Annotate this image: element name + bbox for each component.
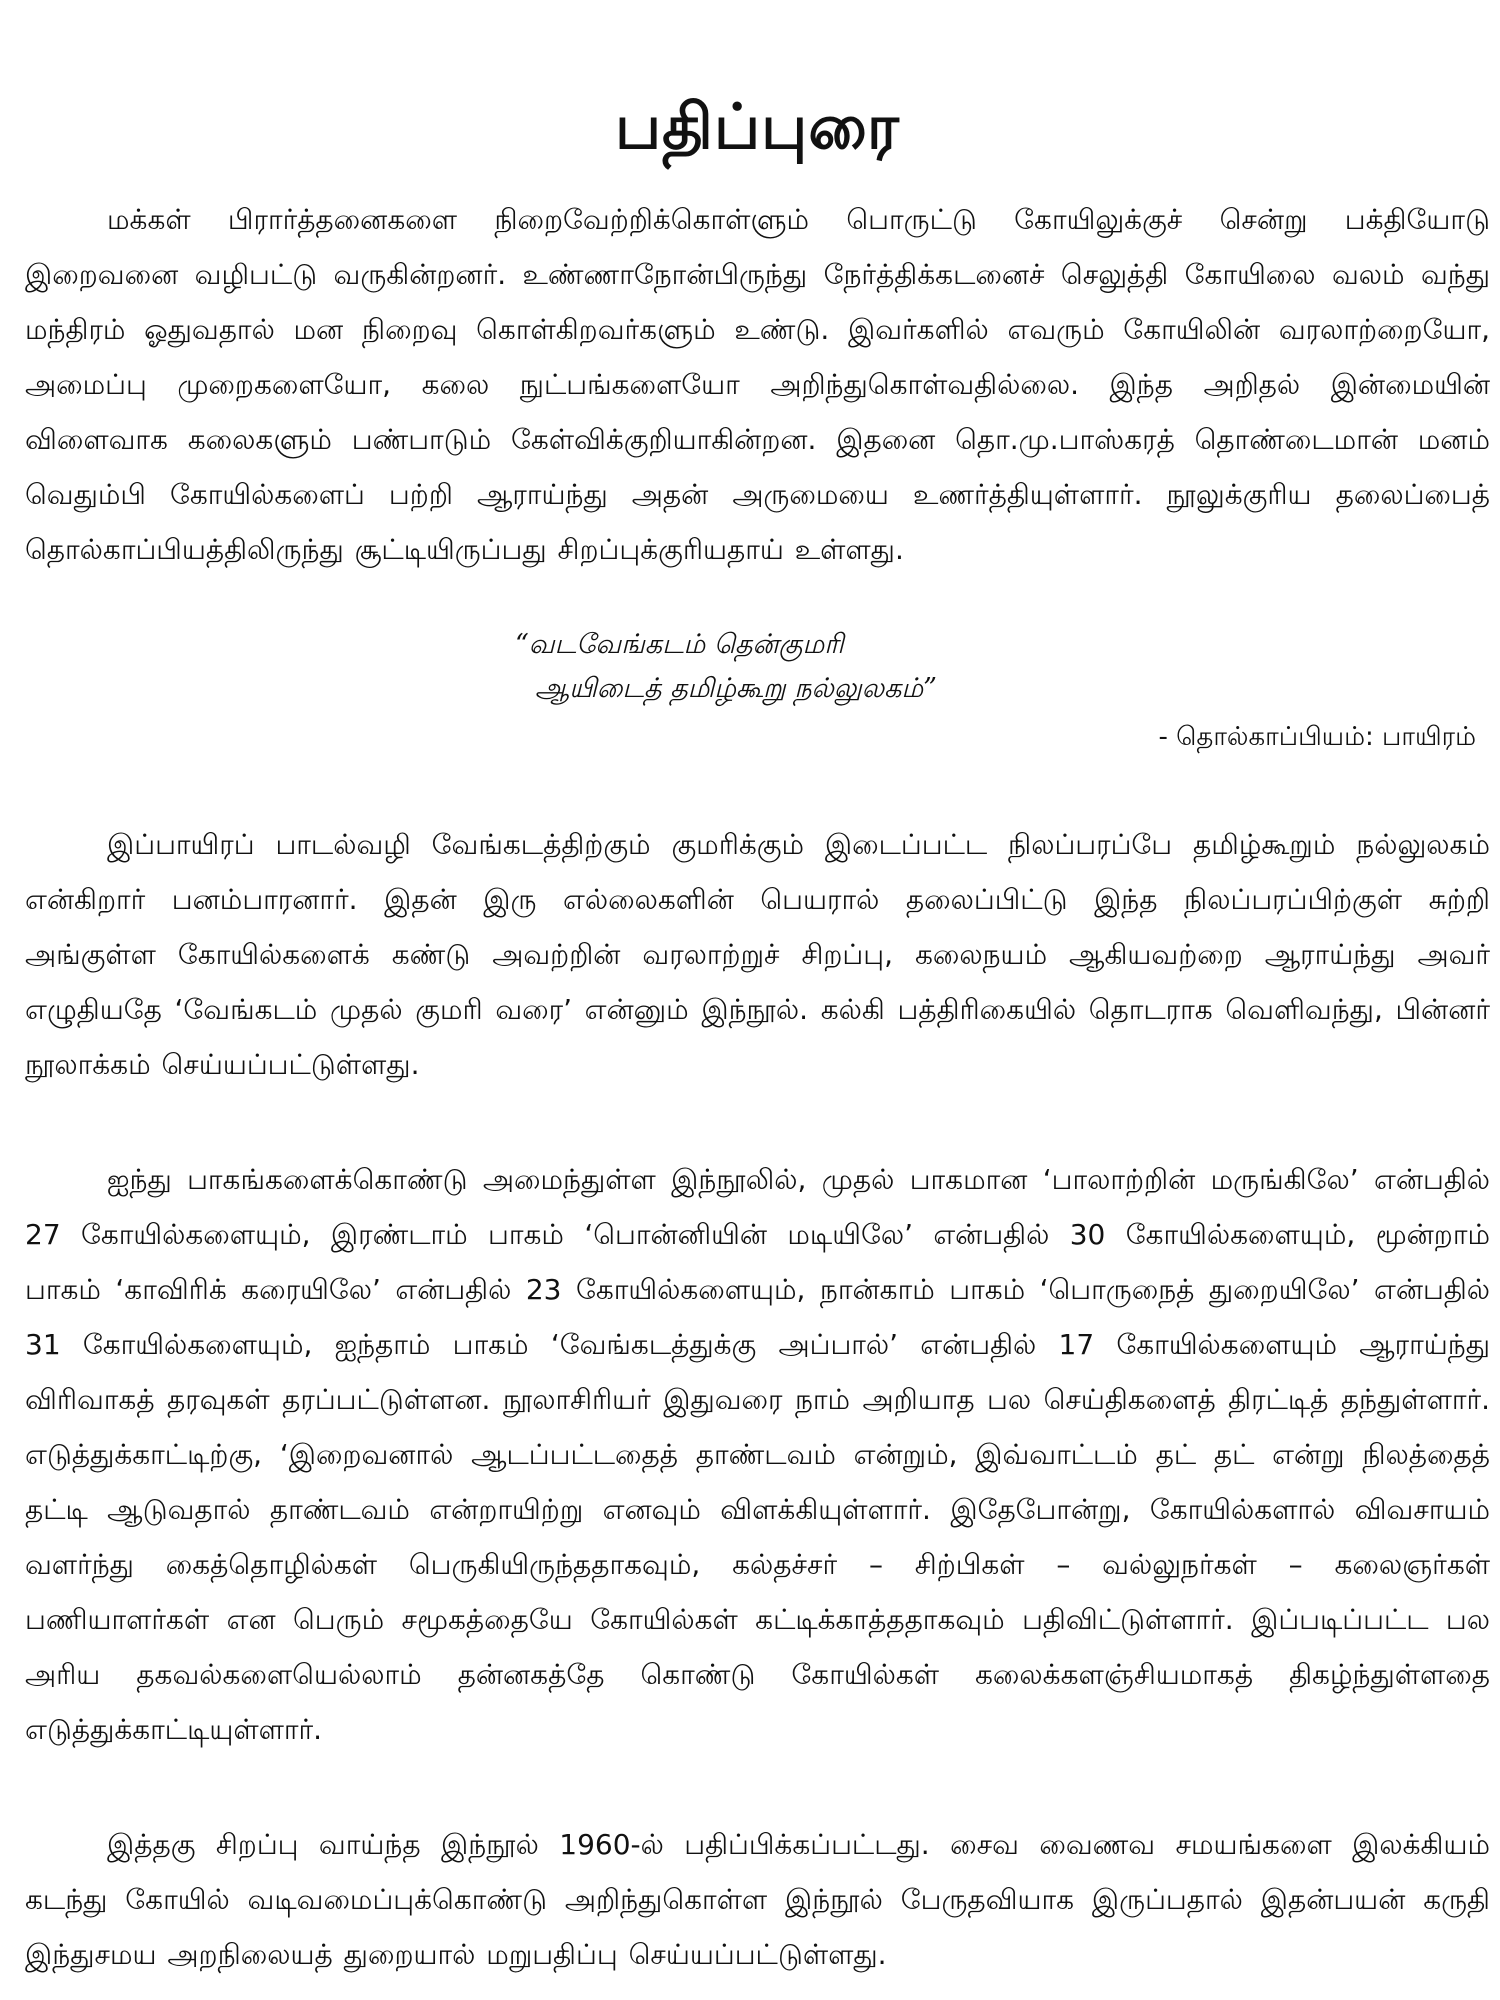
paragraph-title-origin: இப்பாயிரப் பாடல்வழி வேங்கடத்திற்கும் குமரிக்கும் இடைப்பட்ட நிலப்பரப்பே தமிழ்கூறும் நல்லுலகம் என்கிறார் பனம்பாரனார். இதன் இரு எல்லைகளின் பெயரால் தலைப்பிட்டு இந்த நிலப்பரப்பிற்குள் சுற்றி அங்குள்ள கோயில்களைக் கண்டு அவற்றின் வரலாற்றுச் சிறப்பு, கலைநயம் ஆகியவற்றை ஆராய்ந்து அவர் எழுதியதே ‘வேங்கடம் முதல் குமரி வரை’ என்னும் இந்நூல். கல்கி பத்திரிகையில் தொடராக வெளிவந்து, பின்னர் நூலாக்கம் செய்யப்பட்டுள்ளது. (25, 828, 1490, 1081)
page-title: பதிப்புரை (615, 90, 900, 163)
verse-line-1: “வடவேங்கடம் தென்குமரி (515, 629, 844, 660)
paragraph-intro: மக்கள் பிரார்த்தனைகளை நிறைவேற்றிக்கொள்ளும் பொருட்டு கோயிலுக்குச் சென்று பக்தியோடு இறைவனை வழிபட்டு வருகின்றனர். உண்ணாநோன்பிருந்து நேர்த்திக்கடனைச் செலுத்தி கோயிலை வலம் வந்து மந்திரம் ஓதுவதால் மன நிறைவு கொள்கிறவர்களும் உண்டு. இவர்களில் எவரும் கோயிலின் வரலாற்றையோ, அமைப்பு முறைகளையோ, கலை நுட்பங்களையோ அறிந்துகொள்வதில்லை. இந்த அறிதல் இன்மையின் விளைவாக கலைகளும் பண்பாடும் கேள்விக்குறியாகின்றன. இதனை தொ.மு.பாஸ்கரத் தொண்டைமான் மனம் வெதும்பி கோயில்களைப் பற்றி ஆராய்ந்து அதன் அருமையை உணர்த்தியுள்ளார். நூலுக்குரிய தலைப்பைத் தொல்காப்பியத்திலிருந்து சூட்டியிருப்பது சிறப்புக்குரியதாய் உள்ளது. (25, 203, 1490, 566)
verse-source: - தொல்காப்பியம்: பாயிரம் (1158, 722, 1476, 752)
verse-line-2: ஆயிடைத் தமிழ்கூறு நல்லுலகம்” (535, 673, 937, 704)
paragraph-book-parts: ஐந்து பாகங்களைக்கொண்டு அமைந்துள்ள இந்நூலில், முதல் பாகமான ‘பாலாற்றின் மருங்கிலே’ என்பதில் 27 கோயில்களையும், இரண்டாம் பாகம் ‘பொன்னியின் மடியிலே’ என்பதில் 30 கோயில்களையும், மூன்றாம் பாகம் ‘காவிரிக் கரையிலே’ என்பதில் 23 கோயில்களையும், நான்காம் பாகம் ‘பொருநைத் துறையிலே’ என்பதில் 31 கோயில்களையும், ஐந்தாம் பாகம் ‘வேங்கடத்துக்கு அப்பால்’ என்பதில் 17 கோயில்களையும் ஆராய்ந்து விரிவாகத் தரவுகள் தரப்பட்டுள்ளன. நூலாசிரியர் இதுவரை நாம் அறியாத பல செய்திகளைத் திரட்டித் தந்துள்ளார். எடுத்துக்காட்டிற்கு, ‘இறைவனால் ஆடப்பட்டதைத் தாண்டவம் என்றும், இவ்வாட்டம் தட் தட் என்று நிலத்தைத் தட்டி ஆடுவதால் தாண்டவம் என்றாயிற்று எனவும் விளக்கியுள்ளார். இதேபோன்று, கோயில்களால் விவசாயம் வளர்ந்து கைத்தொழில்கள் பெருகியிருந்ததாகவும், கல்தச்சர் – சிற்பிகள் – வல்லுநர்கள் – கலைஞர்கள் பணியாளர்கள் என பெரும் சமூகத்தையே கோயில்கள் கட்டிக்காத்ததாகவும் பதிவிட்டுள்ளார். இப்படிப்பட்ட பல அரிய தகவல்களையெல்லாம் தன்னகத்தே கொண்டு கோயில்கள் கலைக்களஞ்சியமாகத் திகழ்ந்துள்ளதை எடுத்துக்காட்டியுள்ளார். (25, 1163, 1490, 1746)
document-page (25, 0, 1490, 2000)
quoted-verse (25, 623, 1490, 711)
paragraph-republication: இத்தகு சிறப்பு வாய்ந்த இந்நூல் 1960-ல் பதிப்பிக்கப்பட்டது. சைவ வைணவ சமயங்களை இலக்கியம் கடந்து கோயில் வடிவமைப்புக்கொண்டு அறிந்துகொள்ள இந்நூல் பேருதவியாக இருப்பதால் இதன்பயன் கருதி இந்துசமய அறநிலையத் துறையால் மறுபதிப்பு செய்யப்பட்டுள்ளது. (25, 1828, 1490, 1971)
